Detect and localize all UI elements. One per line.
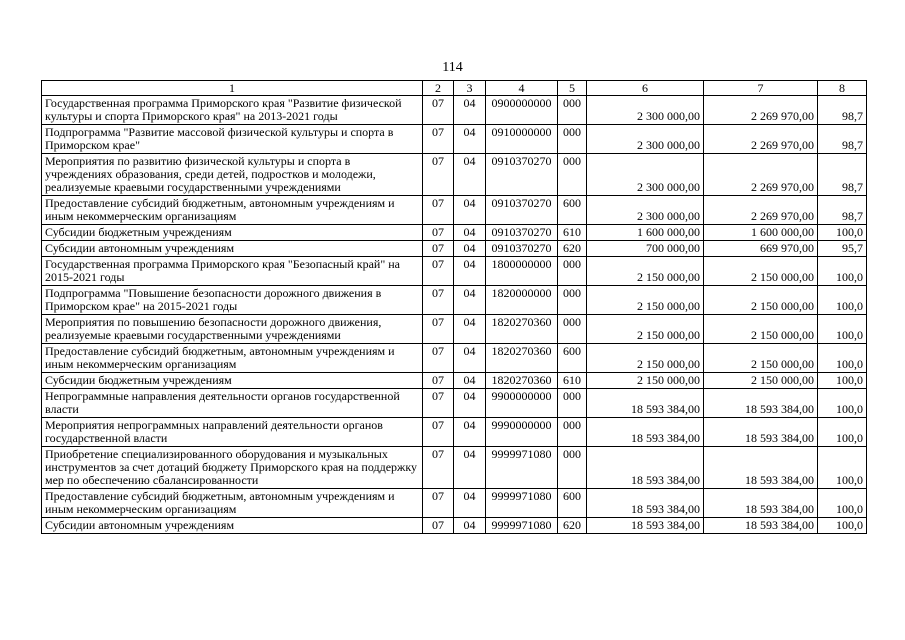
subsection-code-cell: 04 [454,489,486,518]
item-name-cell: Предоставление субсидий бюджетным, автономным учреждениям и иным некоммерческим организациям [42,344,423,373]
item-name-cell: Субсидии бюджетным учреждениям [42,225,423,241]
target-article-cell: 9999971080 [486,489,558,518]
table-row [42,518,867,534]
table-row [42,286,867,315]
planned-amount-cell: 2 150 000,00 [587,257,704,286]
execution-percent-cell: 100,0 [818,315,867,344]
executed-amount-cell: 18 593 384,00 [704,389,818,418]
page-number: 114 [442,60,463,75]
expense-type-cell: 000 [558,125,587,154]
execution-percent-cell: 100,0 [818,489,867,518]
item-name-cell: Мероприятия непрограммных направлений деятельности органов государственной власти [42,418,423,447]
section-code-cell: 07 [423,241,454,257]
table-row [42,225,867,241]
target-article-cell: 0910000000 [486,125,558,154]
target-article-cell: 1820270360 [486,344,558,373]
execution-percent-cell: 98,7 [818,196,867,225]
section-code-cell: 07 [423,286,454,315]
header-row [42,81,867,96]
target-article-cell: 0910370270 [486,154,558,196]
section-code-cell: 07 [423,125,454,154]
execution-percent-cell: 98,7 [818,154,867,196]
planned-amount-cell: 2 300 000,00 [587,96,704,125]
execution-percent-cell: 100,0 [818,344,867,373]
section-code-cell: 07 [423,418,454,447]
section-code-cell: 07 [423,315,454,344]
budget-table [41,80,867,534]
table-row [42,489,867,518]
execution-percent-cell: 100,0 [818,286,867,315]
executed-amount-cell: 669 970,00 [704,241,818,257]
column-header: 6 [587,81,704,96]
executed-amount-cell: 2 150 000,00 [704,315,818,344]
expense-type-cell: 600 [558,489,587,518]
target-article-cell: 0910370270 [486,241,558,257]
subsection-code-cell: 04 [454,447,486,489]
planned-amount-cell: 18 593 384,00 [587,518,704,534]
table-row [42,125,867,154]
planned-amount-cell: 18 593 384,00 [587,418,704,447]
executed-amount-cell: 18 593 384,00 [704,489,818,518]
target-article-cell: 9900000000 [486,389,558,418]
expense-type-cell: 000 [558,389,587,418]
executed-amount-cell: 2 150 000,00 [704,344,818,373]
item-name-cell: Субсидии бюджетным учреждениям [42,373,423,389]
target-article-cell: 1800000000 [486,257,558,286]
execution-percent-cell: 100,0 [818,257,867,286]
execution-percent-cell: 95,7 [818,241,867,257]
expense-type-cell: 600 [558,196,587,225]
item-name-cell: Подпрограмма "Повышение безопасности дорожного движения в Приморском крае" на 2015-2021 годы [42,286,423,315]
target-article-cell: 1820270360 [486,373,558,389]
subsection-code-cell: 04 [454,418,486,447]
planned-amount-cell: 2 300 000,00 [587,154,704,196]
table-row [42,241,867,257]
subsection-code-cell: 04 [454,225,486,241]
section-code-cell: 07 [423,257,454,286]
target-article-cell: 1820000000 [486,286,558,315]
subsection-code-cell: 04 [454,518,486,534]
expense-type-cell: 610 [558,373,587,389]
expense-type-cell: 000 [558,257,587,286]
expense-type-cell: 000 [558,315,587,344]
expense-type-cell: 000 [558,447,587,489]
subsection-code-cell: 04 [454,96,486,125]
table-body [42,96,867,534]
table-row [42,96,867,125]
target-article-cell: 0910370270 [486,196,558,225]
section-code-cell: 07 [423,447,454,489]
item-name-cell: Мероприятия по повышению безопасности дорожного движения, реализуемые краевыми государственными учреждениями [42,315,423,344]
planned-amount-cell: 2 150 000,00 [587,344,704,373]
planned-amount-cell: 2 150 000,00 [587,286,704,315]
table-row [42,344,867,373]
item-name-cell: Предоставление субсидий бюджетным, автономным учреждениям и иным некоммерческим организациям [42,489,423,518]
subsection-code-cell: 04 [454,257,486,286]
executed-amount-cell: 18 593 384,00 [704,447,818,489]
execution-percent-cell: 98,7 [818,96,867,125]
executed-amount-cell: 2 150 000,00 [704,373,818,389]
executed-amount-cell: 2 269 970,00 [704,196,818,225]
section-code-cell: 07 [423,96,454,125]
executed-amount-cell: 2 150 000,00 [704,257,818,286]
subsection-code-cell: 04 [454,125,486,154]
item-name-cell: Подпрограмма "Развитие массовой физической культуры и спорта в Приморском крае" [42,125,423,154]
expense-type-cell: 000 [558,96,587,125]
column-header: 7 [704,81,818,96]
section-code-cell: 07 [423,389,454,418]
subsection-code-cell: 04 [454,344,486,373]
table-row [42,257,867,286]
table-row [42,154,867,196]
target-article-cell: 9990000000 [486,418,558,447]
expense-type-cell: 000 [558,286,587,315]
subsection-code-cell: 04 [454,373,486,389]
subsection-code-cell: 04 [454,315,486,344]
target-article-cell: 9999971080 [486,447,558,489]
column-header: 2 [423,81,454,96]
column-header: 1 [42,81,423,96]
executed-amount-cell: 18 593 384,00 [704,418,818,447]
planned-amount-cell: 1 600 000,00 [587,225,704,241]
execution-percent-cell: 100,0 [818,389,867,418]
executed-amount-cell: 2 269 970,00 [704,96,818,125]
section-code-cell: 07 [423,489,454,518]
planned-amount-cell: 2 300 000,00 [587,196,704,225]
target-article-cell: 0910370270 [486,225,558,241]
column-header: 4 [486,81,558,96]
table-row [42,315,867,344]
item-name-cell: Государственная программа Приморского края "Безопасный край" на 2015-2021 годы [42,257,423,286]
expense-type-cell: 610 [558,225,587,241]
section-code-cell: 07 [423,196,454,225]
executed-amount-cell: 18 593 384,00 [704,518,818,534]
table-row [42,389,867,418]
planned-amount-cell: 2 150 000,00 [587,373,704,389]
expense-type-cell: 620 [558,241,587,257]
target-article-cell: 9999971080 [486,518,558,534]
planned-amount-cell: 2 150 000,00 [587,315,704,344]
execution-percent-cell: 98,7 [818,125,867,154]
execution-percent-cell: 100,0 [818,373,867,389]
expense-type-cell: 620 [558,518,587,534]
execution-percent-cell: 100,0 [818,418,867,447]
executed-amount-cell: 1 600 000,00 [704,225,818,241]
section-code-cell: 07 [423,344,454,373]
subsection-code-cell: 04 [454,154,486,196]
subsection-code-cell: 04 [454,241,486,257]
executed-amount-cell: 2 269 970,00 [704,154,818,196]
expense-type-cell: 000 [558,154,587,196]
subsection-code-cell: 04 [454,196,486,225]
table-row [42,447,867,489]
planned-amount-cell: 18 593 384,00 [587,447,704,489]
execution-percent-cell: 100,0 [818,225,867,241]
planned-amount-cell: 18 593 384,00 [587,489,704,518]
item-name-cell: Субсидии автономным учреждениям [42,241,423,257]
section-code-cell: 07 [423,225,454,241]
section-code-cell: 07 [423,373,454,389]
subsection-code-cell: 04 [454,286,486,315]
executed-amount-cell: 2 150 000,00 [704,286,818,315]
table-row [42,418,867,447]
subsection-code-cell: 04 [454,389,486,418]
item-name-cell: Субсидии автономным учреждениям [42,518,423,534]
section-code-cell: 07 [423,518,454,534]
execution-percent-cell: 100,0 [818,447,867,489]
expense-type-cell: 000 [558,418,587,447]
expense-type-cell: 600 [558,344,587,373]
table-row [42,196,867,225]
item-name-cell: Приобретение специализированного оборудования и музыкальных инструментов за счет дотаций бюджету Приморского края на поддержку мер по обеспечению сбалансированности [42,447,423,489]
item-name-cell: Мероприятия по развитию физической культуры и спорта в учреждениях образования, среди детей, подростков и молодежи, реализуемые краевыми государственными учреждениями [42,154,423,196]
table-row [42,373,867,389]
target-article-cell: 0900000000 [486,96,558,125]
column-header: 5 [558,81,587,96]
section-code-cell: 07 [423,154,454,196]
target-article-cell: 1820270360 [486,315,558,344]
column-header: 8 [818,81,867,96]
item-name-cell: Государственная программа Приморского края "Развитие физической культуры и спорта Приморского края" на 2013-2021 годы [42,96,423,125]
planned-amount-cell: 18 593 384,00 [587,389,704,418]
execution-percent-cell: 100,0 [818,518,867,534]
item-name-cell: Непрограммные направления деятельности органов государственной власти [42,389,423,418]
executed-amount-cell: 2 269 970,00 [704,125,818,154]
table-header [42,81,867,96]
planned-amount-cell: 2 300 000,00 [587,125,704,154]
column-header: 3 [454,81,486,96]
planned-amount-cell: 700 000,00 [587,241,704,257]
item-name-cell: Предоставление субсидий бюджетным, автономным учреждениям и иным некоммерческим организациям [42,196,423,225]
